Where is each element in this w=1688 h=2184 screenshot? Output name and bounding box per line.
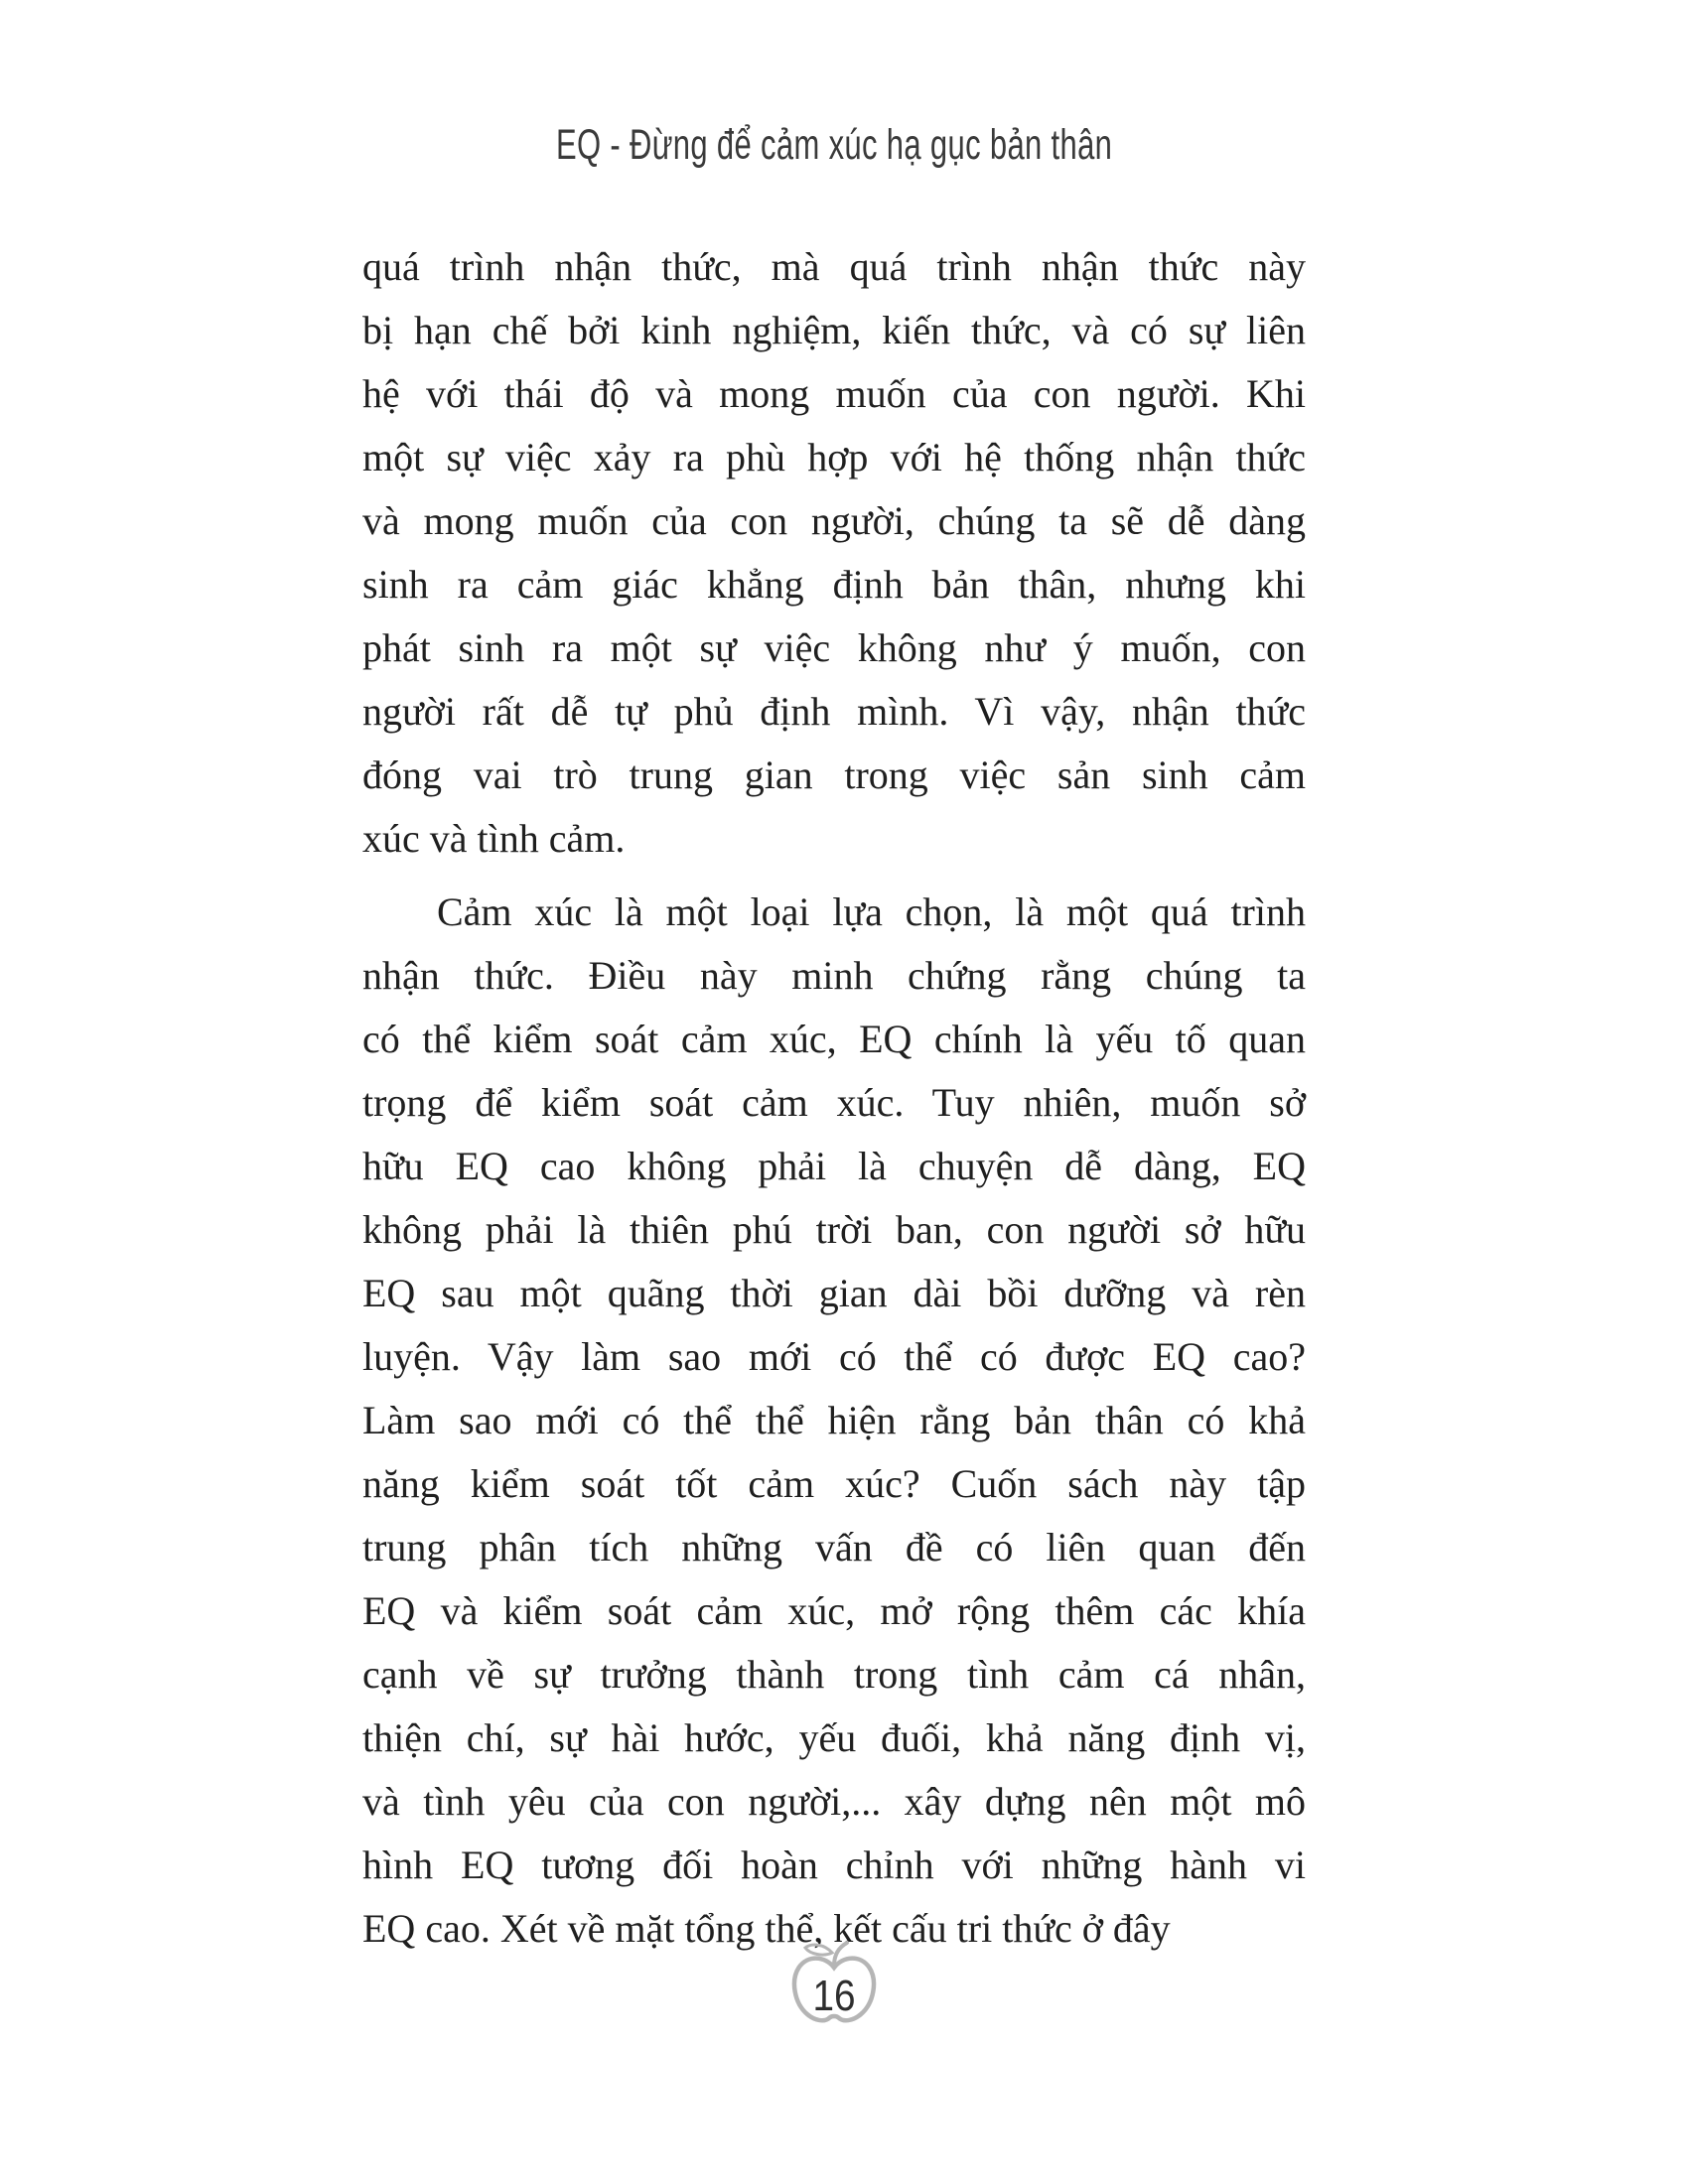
text-line: EQ sau một quãng thời gian dài bồi dưỡng và rèn — [362, 1271, 1306, 1315]
text-line: luyện. Vậy làm sao mới có thể có được EQ cao? — [362, 1334, 1306, 1379]
text-line: sinh ra cảm giác khẳng định bản thân, nhưng khi — [362, 562, 1306, 607]
text-line: hình EQ tương đối hoàn chỉnh với những hành vi — [362, 1843, 1306, 1887]
text-line: có thể kiểm soát cảm xúc, EQ chính là yếu tố quan — [362, 1017, 1306, 1061]
text-line: EQ và kiểm soát cảm xúc, mở rộng thêm các khía — [362, 1588, 1306, 1633]
text-line: không phải là thiên phú trời ban, con người sở hữu — [362, 1207, 1306, 1252]
text-line: thiện chí, sự hài hước, yếu đuối, khả năng định vị, — [362, 1715, 1306, 1760]
text-line: EQ cao. Xét về mặt tổng thể, kết cấu tri thức ở đây — [362, 1906, 1171, 1951]
text-line: hệ với thái độ và mong muốn của con người. Khi — [362, 371, 1306, 416]
text-line: phát sinh ra một sự việc không như ý muốn, con — [362, 625, 1306, 670]
text-line: quá trình nhận thức, mà quá trình nhận thức này — [362, 244, 1306, 289]
page-number: 16 — [812, 1972, 856, 2020]
paragraph-1 — [362, 235, 1306, 871]
text-line: Làm sao mới có thể thể hiện rằng bản thân có khả — [362, 1398, 1306, 1442]
running-header — [362, 121, 1306, 170]
text-line: bị hạn chế bởi kinh nghiệm, kiến thức, và có sự liên — [362, 308, 1306, 352]
paragraph-2 — [362, 881, 1306, 1961]
text-line: trọng để kiểm soát cảm xúc. Tuy nhiên, muốn sở — [362, 1080, 1306, 1125]
text-line: cạnh về sự trưởng thành trong tình cảm cá nhân, — [362, 1652, 1306, 1697]
page-footer — [784, 1940, 884, 2031]
text-line: trung phân tích những vấn đề có liên quan đến — [362, 1525, 1306, 1570]
text-line: hữu EQ cao không phải là chuyện dễ dàng, EQ — [362, 1144, 1306, 1188]
text-line: xúc và tình cảm. — [362, 816, 626, 861]
text-line: Cảm xúc là một loại lựa chọn, là một quá trình — [437, 889, 1306, 934]
running-header-text: EQ - Đừng để cảm xúc hạ gục bản thân — [555, 121, 1113, 169]
text-line: nhận thức. Điều này minh chứng rằng chúng ta — [362, 953, 1306, 998]
body-text — [362, 235, 1306, 1961]
text-line: và mong muốn của con người, chúng ta sẽ dễ dàng — [362, 498, 1306, 543]
text-line: đóng vai trò trung gian trong việc sản sinh cảm — [362, 752, 1306, 797]
text-line: người rất dễ tự phủ định mình. Vì vậy, nhận thức — [362, 689, 1306, 734]
text-line: một sự việc xảy ra phù hợp với hệ thống nhận thức — [362, 435, 1306, 479]
text-line: năng kiểm soát tốt cảm xúc? Cuốn sách này tập — [362, 1461, 1306, 1506]
text-line: và tình yêu của con người,... xây dựng nên một mô — [362, 1779, 1306, 1824]
